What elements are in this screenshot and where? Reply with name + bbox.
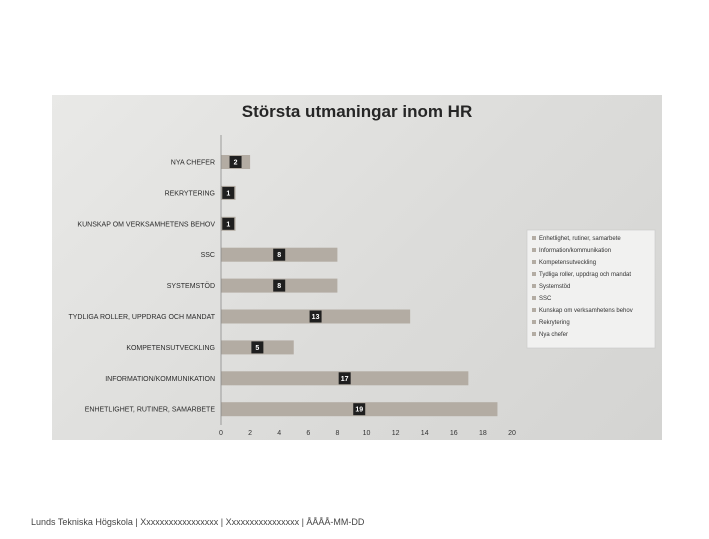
x-tick-label: 16: [449, 430, 458, 437]
footer-text: Lunds Tekniska Högskola | Xxxxxxxxxxxxxxxxx | Xxxxxxxxxxxxxxxx | ÅÅÅÅ-MM-DD: [31, 517, 365, 527]
legend-entry: Nya chefer: [539, 332, 569, 338]
legend-entry: Kunskap om verksamhetens behov: [539, 308, 633, 314]
data-label: 8: [277, 283, 282, 291]
legend-entry: SSC: [539, 296, 552, 302]
category-label: KUNSKAP OM VERKSAMHETENS BEHOV: [77, 221, 215, 229]
legend-swatch: [532, 296, 536, 300]
data-label: 8: [277, 252, 282, 260]
category-label: INFORMATION/KOMMUNIKATION: [105, 375, 215, 383]
x-tick-label: 6: [306, 430, 311, 437]
data-label: 5: [255, 344, 260, 352]
legend-entry: Information/kommunikation: [539, 248, 612, 254]
data-label: 1: [226, 221, 231, 229]
legend-swatch: [532, 260, 536, 264]
category-label: NYA CHEFER: [170, 159, 215, 167]
bars-group: [68, 155, 497, 416]
legend-entry: Systemstöd: [539, 284, 571, 290]
category-label: SSC: [200, 252, 215, 260]
chart-panel: [52, 95, 662, 440]
chart-title: Största utmaningar inom HR: [241, 102, 473, 121]
category-label: TYDLIGA ROLLER, UPPDRAG OCH MANDAT: [68, 314, 215, 321]
x-tick-label: 12: [391, 430, 400, 437]
legend-entry: Enhetlighet, rutiner, samarbete: [539, 236, 621, 242]
x-tick-label: 4: [277, 430, 282, 437]
data-label: 1: [226, 190, 231, 198]
legend-swatch: [532, 320, 536, 324]
data-label: 19: [355, 406, 364, 414]
data-label: 13: [311, 314, 320, 321]
legend-swatch: [532, 248, 536, 252]
x-tick-label: 18: [479, 430, 487, 437]
bar-chart: [52, 95, 662, 440]
category-label: KOMPETENSUTVECKLING: [126, 344, 215, 352]
legend: [527, 230, 655, 348]
legend-entry: Rekrytering: [539, 320, 570, 326]
x-tick-label: 8: [335, 430, 340, 437]
category-label: SYSTEMSTÖD: [166, 283, 215, 291]
legend-swatch: [532, 236, 536, 240]
x-tick-label: 0: [219, 430, 223, 437]
x-tick-label: 10: [362, 430, 371, 437]
legend-swatch: [532, 272, 536, 276]
data-label: 2: [233, 159, 238, 167]
category-label: REKRYTERING: [164, 190, 215, 198]
legend-entry: Kompetensutveckling: [539, 260, 597, 266]
legend-entry: Tydliga roller, uppdrag och mandat: [539, 272, 632, 278]
x-tick-label: 14: [420, 430, 429, 437]
x-tick-label: 20: [508, 430, 516, 437]
legend-swatch: [532, 308, 536, 312]
data-label: 17: [340, 375, 349, 383]
category-label: ENHETLIGHET, RUTINER, SAMARBETE: [84, 406, 215, 414]
legend-swatch: [532, 332, 536, 336]
x-tick-label: 2: [248, 430, 253, 437]
legend-swatch: [532, 284, 536, 288]
